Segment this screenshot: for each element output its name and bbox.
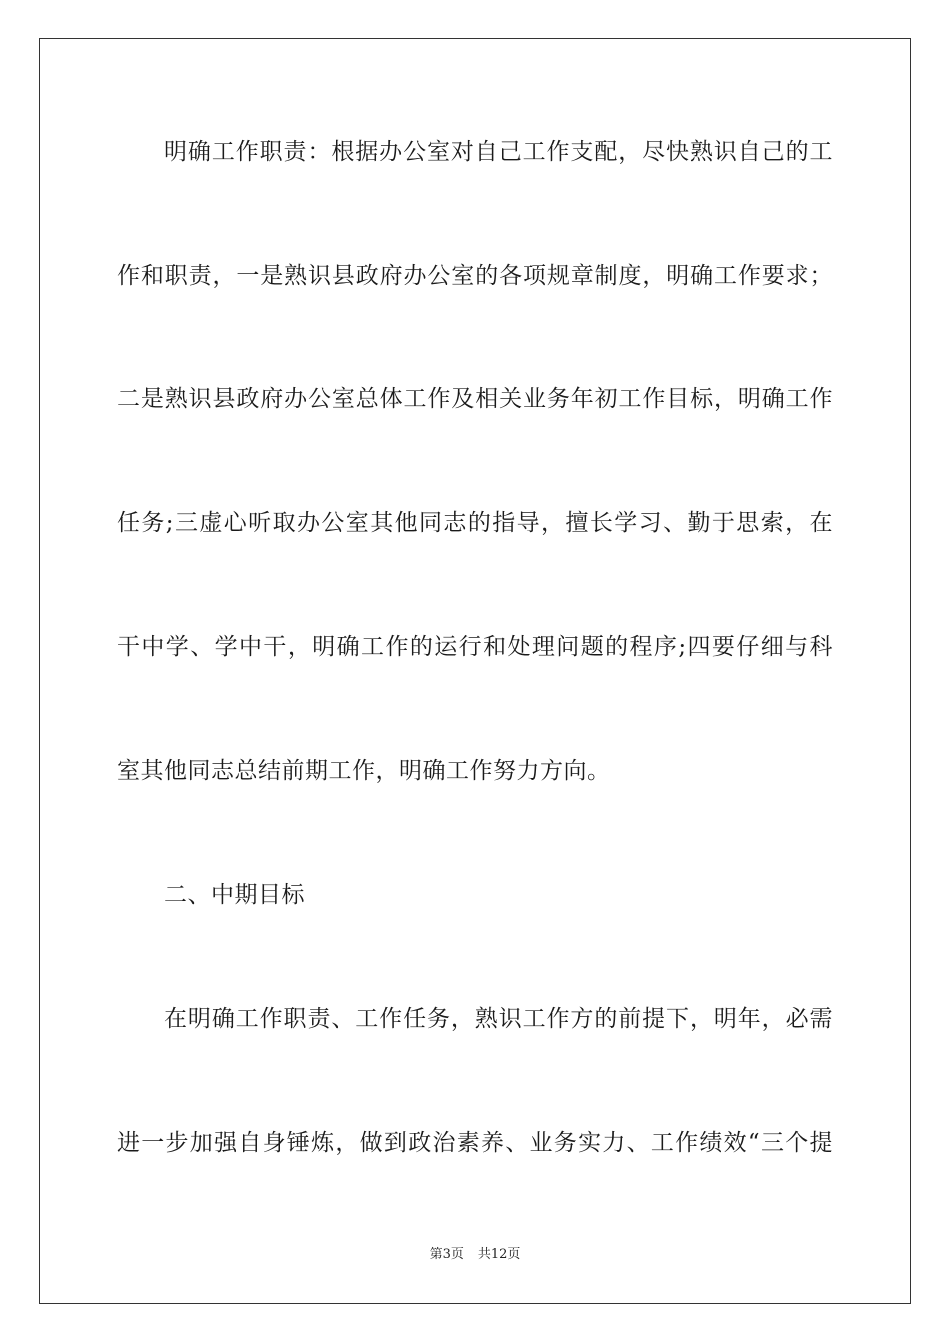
paragraph-line-2: 作和职责，一是熟识县政府办公室的各项规章制度，明确工作要求； bbox=[117, 263, 833, 289]
page-footer bbox=[0, 1246, 950, 1264]
paragraph-line-5: 干中学、学中干，明确工作的运行和处理问题的程序;四要仔细与科 bbox=[117, 634, 833, 660]
page-number: 第3页 bbox=[429, 1247, 464, 1262]
paragraph-line-8: 进一步加强自身锤炼，做到政治素养、业务实力、工作绩效“三个提 bbox=[117, 1130, 833, 1156]
paragraph-line-3: 二是熟识县政府办公室总体工作及相关业务年初工作目标，明确工作 bbox=[117, 386, 833, 412]
page-total: 共12页 bbox=[477, 1247, 521, 1262]
section-heading: 二、中期目标 bbox=[164, 882, 305, 908]
paragraph-line-7: 在明确工作职责、工作任务，熟识工作方的前提下，明年，必需 bbox=[164, 1006, 833, 1032]
paragraph-line-4: 任务;三虚心听取办公室其他同志的指导，擅长学习、勤于思索，在 bbox=[117, 510, 833, 536]
paragraph-line-6: 室其他同志总结前期工作，明确工作努力方向。 bbox=[117, 758, 611, 784]
page-border bbox=[39, 38, 911, 1304]
paragraph-line-1: 明确工作职责：根据办公室对自己工作支配，尽快熟识自己的工 bbox=[164, 139, 833, 165]
